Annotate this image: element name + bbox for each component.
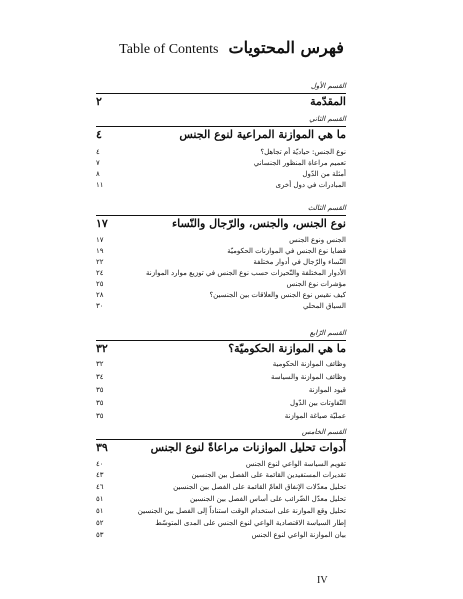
toc-entry: [96, 507, 346, 515]
entry-text: النّساء والرّجال في أدوار مختلفة: [253, 258, 346, 266]
entry-text: السياق المحلي: [302, 302, 346, 310]
toc-entry: [96, 236, 346, 244]
entry-text: تحليل معدّلات الإنفاق العامّ القائمة على الفصل بين الجنسين: [173, 483, 346, 491]
section-label: القسم الخامس: [301, 428, 346, 436]
entry-text: تقويم السياسة الواعي لنوع الجنس: [245, 460, 346, 468]
toc-entry: [96, 170, 346, 178]
entry-page: ٢٨: [96, 291, 104, 299]
entry-page: ٣٥: [96, 386, 104, 394]
toc-title: [0, 38, 463, 60]
entry-text: التّفاوتات بين الدّول: [290, 399, 346, 407]
section-rule: [96, 215, 346, 216]
entry-page: ٤٠: [96, 460, 104, 468]
entry-text: تقديرات المستفيدين القائمة على الفصل بين الجنسين: [191, 471, 346, 479]
section-label: القسم الرّابع: [309, 329, 346, 337]
entry-text: تعميم مراعاة المنظور الجنساني: [253, 159, 346, 167]
section-label: القسم الثالث: [307, 204, 346, 212]
entry-page: ٣٤: [96, 373, 104, 381]
entry-page: ٤٣: [96, 471, 104, 479]
heading-page: ٣٢: [96, 342, 108, 355]
entry-text: المبادرات في دول أخرى: [275, 181, 346, 189]
toc-entry: [96, 258, 346, 266]
entry-text: نوع الجنس: حياديّة أم تجاهل؟: [260, 148, 346, 156]
entry-text: بيان الموازنة الواعي لنوع الجنس: [251, 531, 346, 539]
entry-page: ٤: [96, 148, 100, 156]
toc-entry: [96, 531, 346, 539]
section-5: [96, 428, 346, 566]
entry-page: ٨: [96, 170, 100, 178]
entry-page: ٣٥: [96, 399, 104, 407]
toc-entry: [96, 159, 346, 167]
entry-text: مؤشرات نوع الجنس: [286, 280, 346, 288]
toc-entry: [96, 280, 346, 288]
section-rule: [96, 126, 346, 127]
entry-page: ١٧: [96, 236, 104, 244]
page-number: IV: [317, 575, 328, 586]
toc-entry: [96, 471, 346, 479]
section-heading: [96, 95, 346, 108]
section-rule: [96, 340, 346, 341]
title-english: Table of Contents: [119, 42, 219, 57]
entry-text: الجنس ونوع الجنس: [289, 236, 346, 244]
toc-entry: [96, 247, 346, 255]
section-4: [96, 329, 346, 421]
section-heading: [96, 128, 346, 141]
entry-page: ٣٢: [96, 360, 104, 368]
toc-entry: [96, 148, 346, 156]
section-heading: [96, 217, 346, 230]
toc-entry: [96, 373, 346, 381]
entry-page: ١٩: [96, 247, 104, 255]
entry-page: ٢٤: [96, 269, 104, 277]
toc-entry: [96, 360, 346, 368]
title-arabic: فهرس المحتويات: [228, 38, 344, 57]
heading-text: نوع الجنس، والجنس، والرّجال والنّساء: [171, 217, 346, 230]
entry-text: كيف نقيس نوع الجنس والعلاقات بين الجنسين؟: [209, 291, 346, 299]
toc-entry: [96, 269, 346, 277]
entry-text: قضايا نوع الجنس في الموازنات الحكوميّة: [227, 247, 346, 255]
entry-page: ٢٢: [96, 258, 104, 266]
entry-text: تحليل معدّل الضّرائب على أساس الفصل بين الجنسين: [189, 495, 346, 503]
entry-page: ٣٥: [96, 412, 104, 420]
entry-page: ٢٥: [96, 280, 104, 288]
entry-page: ٧: [96, 159, 100, 167]
entry-text: وظائف الموازنة الحكومية: [272, 360, 346, 368]
toc-entry: [96, 495, 346, 503]
section-heading: [96, 342, 346, 355]
toc-entry: [96, 483, 346, 491]
toc-entry: [96, 460, 346, 468]
entry-text: أمثلة من الدّول: [302, 170, 346, 178]
entry-text: إطار السياسة الاقتصادية الواعي لنوع الجنس على المدى المتوسّط: [155, 519, 346, 527]
heading-page: ٣٩: [96, 441, 108, 454]
toc-entry: [96, 519, 346, 527]
section-2: [96, 115, 346, 195]
entry-text: قيود الموازنة: [308, 386, 346, 394]
toc-entry: [96, 302, 346, 310]
entry-page: ٤٦: [96, 483, 104, 491]
section-3: [96, 204, 346, 320]
heading-page: ٤: [96, 128, 102, 141]
heading-page: ١٧: [96, 217, 108, 230]
entry-page: ٣٠: [96, 302, 104, 310]
toc-entry: [96, 412, 346, 420]
entry-page: ٥١: [96, 507, 104, 515]
entry-text: الأدوار المختلفة والتّحيزات حسب نوع الجنس في توزيع موارد الموازنة: [146, 269, 346, 277]
heading-text: المقدّمة: [310, 95, 346, 108]
section-rule: [96, 439, 346, 440]
section-rule: [96, 93, 346, 94]
section-label: القسم الثاني: [309, 115, 346, 123]
toc-entry: [96, 291, 346, 299]
section-label: القسم الأول: [310, 82, 346, 90]
toc-entry: [96, 181, 346, 189]
entry-page: ٥٢: [96, 519, 104, 527]
entry-page: ٥٣: [96, 531, 104, 539]
entry-page: ١١: [96, 181, 104, 189]
heading-page: ٢: [96, 95, 102, 108]
section-1: [96, 82, 346, 112]
heading-text: ما هي الموازنة المراعية لنوع الجنس: [179, 128, 346, 141]
entry-page: ٥١: [96, 495, 104, 503]
heading-text: أدوات تحليل الموازنات مراعاةً لنوع الجنس: [150, 441, 346, 454]
entry-text: تحليل وقع الموازنة على استخدام الوقت استناداً إلى الفصل بين الجنسين: [137, 507, 346, 515]
toc-entry: [96, 399, 346, 407]
entry-text: وظائف الموازنة والسياسة: [270, 373, 346, 381]
heading-text: ما هي الموازنة الحكوميّة؟: [228, 342, 346, 355]
section-heading: [96, 441, 346, 454]
toc-entry: [96, 386, 346, 394]
entry-text: عمليّة صياغة الموازنة: [284, 412, 346, 420]
